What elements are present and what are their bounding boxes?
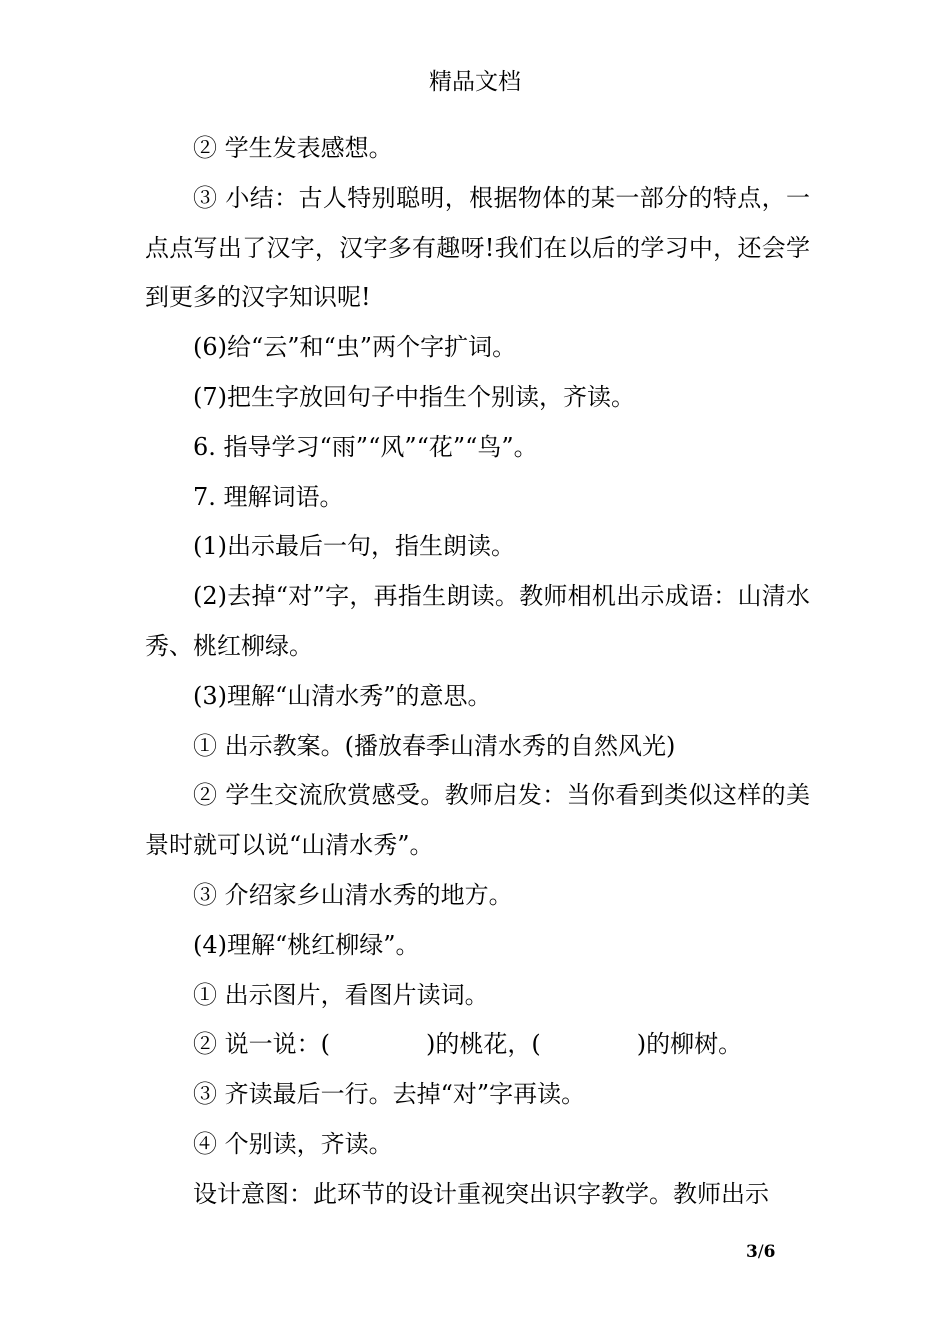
page-header-title: 精品文档 — [429, 69, 521, 95]
paragraph: ② 说一说：( )的桃花，( )的柳树。 — [193, 1030, 743, 1059]
paragraph: 7. 理解词语。 — [193, 482, 344, 511]
document-body — [145, 124, 810, 1220]
paragraph: (6)给“云”和“虫”两个字扩词。 — [193, 333, 517, 362]
paragraph: (4)理解“桃红柳绿”。 — [193, 930, 420, 959]
paragraph: ④ 个别读，齐读。 — [193, 1129, 393, 1158]
page-number-total: 6 — [763, 1242, 776, 1262]
paragraph: (1)出示最后一句，指生朗读。 — [193, 532, 515, 561]
paragraph: ① 出示教案。(播放春季山清水秀的自然风光) — [193, 731, 676, 760]
paragraph: ③ 介绍家乡山清水秀的地方。 — [193, 880, 513, 909]
paragraph: ③ 小结：古人特别聪明，根据物体的某一部分的特点，一点点写出了汉字，汉字多有趣呀!我们在以后的学习中，还会学到更多的汉字知识呢! — [145, 183, 810, 312]
paragraph: (3)理解“山清水秀”的意思。 — [193, 681, 492, 710]
page-number-separator: / — [757, 1242, 764, 1262]
page-number-current: 3 — [746, 1242, 758, 1262]
paragraph: (7)把生字放回句子中指生个别读，齐读。 — [193, 382, 635, 411]
page-number — [746, 1240, 775, 1264]
paragraph: 6. 指导学习“雨”“风”“花”“鸟”。 — [193, 432, 538, 461]
paragraph: ② 学生交流欣赏感受。教师启发：当你看到类似这样的美景时就可以说“山清水秀”。 — [145, 781, 810, 860]
paragraph: ② 学生发表感想。 — [193, 134, 393, 162]
paragraph: ③ 齐读最后一行。去掉“对”字再读。 — [193, 1080, 586, 1109]
paragraph: ① 出示图片，看图片读词。 — [193, 980, 489, 1009]
paragraph: 设计意图：此环节的设计重视突出识字教学。教师出示 — [193, 1179, 769, 1208]
paragraph: (2)去掉“对”字，再指生朗读。教师相机出示成语：山清水秀、桃红柳绿。 — [145, 582, 810, 660]
